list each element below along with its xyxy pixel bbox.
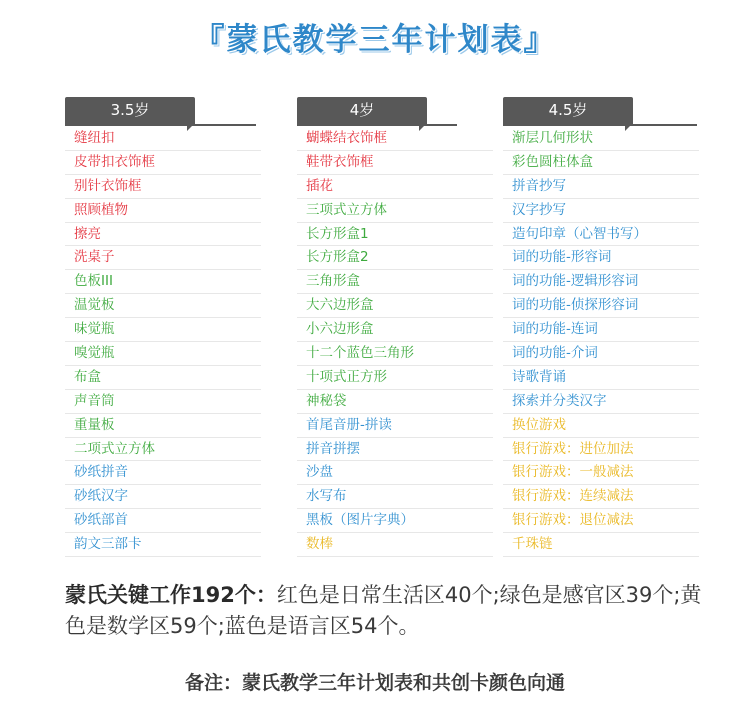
activity-item: 鞋带衣饰框: [297, 151, 493, 175]
age-tab: 3.5岁: [65, 97, 195, 124]
activity-item: 拼音拼摆: [297, 438, 493, 462]
page-title: 『蒙氏教学三年计划表』: [193, 22, 557, 58]
legend-text: 红色是日常生活区40个;绿色是感官区39个;黄色是数学区59个;蓝色是语言区54个。: [65, 583, 702, 638]
activity-item: 照顾植物: [65, 199, 261, 223]
column-4: [297, 97, 493, 557]
activity-item: 十二个蓝色三角形: [297, 342, 493, 366]
activity-item: 词的功能-连词: [503, 318, 699, 342]
column-4-5: [503, 97, 699, 557]
legend-heading: 蒙氏关键工作192个：: [65, 583, 277, 607]
activity-item: 数棒: [297, 533, 493, 557]
activity-item: 黑板（图片字典）: [297, 509, 493, 533]
activity-item: 银行游戏：退位减法: [503, 509, 699, 533]
activity-item: 沙盘: [297, 461, 493, 485]
activity-item: 蝴蝶结衣饰框: [297, 127, 493, 151]
activity-item: 味觉瓶: [65, 318, 261, 342]
activity-item: 砂纸汉字: [65, 485, 261, 509]
activity-item: 缝纽扣: [65, 127, 261, 151]
activity-list: [65, 127, 261, 557]
activity-item: 砂纸拼音: [65, 461, 261, 485]
activity-item: 换位游戏: [503, 414, 699, 438]
activity-item: 声音筒: [65, 390, 261, 414]
activity-item: 砂纸部首: [65, 509, 261, 533]
activity-item: 词的功能-形容词: [503, 246, 699, 270]
activity-item: 首尾音册-拼读: [297, 414, 493, 438]
remark-note: 备注：蒙氏教学三年计划表和共创卡颜色向通: [184, 672, 565, 694]
activity-item: 洗桌子: [65, 246, 261, 270]
activity-item: 词的功能-介词: [503, 342, 699, 366]
activity-item: 三项式立方体: [297, 199, 493, 223]
activity-item: 千珠链: [503, 533, 699, 557]
activity-item: 诗歌背诵: [503, 366, 699, 390]
activity-item: 词的功能-侦探形容词: [503, 294, 699, 318]
activity-item: 词的功能-逻辑形容词: [503, 270, 699, 294]
activity-item: 水写布: [297, 485, 493, 509]
activity-item: 擦亮: [65, 223, 261, 247]
activity-item: 布盒: [65, 366, 261, 390]
column-3-5: [65, 97, 261, 557]
activity-item: 韵文三部卡: [65, 533, 261, 557]
activity-item: 银行游戏：一般减法: [503, 461, 699, 485]
activity-item: 探索并分类汉字: [503, 390, 699, 414]
activity-item: 造句印章（心智书写）: [503, 223, 699, 247]
age-tab: 4岁: [297, 97, 427, 124]
activity-item: 小六边形盒: [297, 318, 493, 342]
activity-item: 嗅觉瓶: [65, 342, 261, 366]
activity-item: 汉字抄写: [503, 199, 699, 223]
age-tab: 4.5岁: [503, 97, 633, 124]
activity-item: 长方形盒1: [297, 223, 493, 247]
activity-item: 别针衣饰框: [65, 175, 261, 199]
activity-item: 拼音抄写: [503, 175, 699, 199]
activity-list: [297, 127, 493, 557]
activity-item: 银行游戏：进位加法: [503, 438, 699, 462]
activity-list: [503, 127, 699, 557]
activity-item: 十项式正方形: [297, 366, 493, 390]
activity-item: 色板III: [65, 270, 261, 294]
activity-item: 插花: [297, 175, 493, 199]
activity-item: 神秘袋: [297, 390, 493, 414]
color-legend: [65, 580, 705, 642]
activity-item: 二项式立方体: [65, 438, 261, 462]
activity-item: 温觉板: [65, 294, 261, 318]
activity-item: 银行游戏：连续减法: [503, 485, 699, 509]
activity-item: 长方形盒2: [297, 246, 493, 270]
activity-item: 重量板: [65, 414, 261, 438]
activity-item: 三角形盒: [297, 270, 493, 294]
activity-item: 皮带扣衣饰框: [65, 151, 261, 175]
activity-item: 大六边形盒: [297, 294, 493, 318]
activity-item: 渐层几何形状: [503, 127, 699, 151]
activity-item: 彩色圆柱体盒: [503, 151, 699, 175]
